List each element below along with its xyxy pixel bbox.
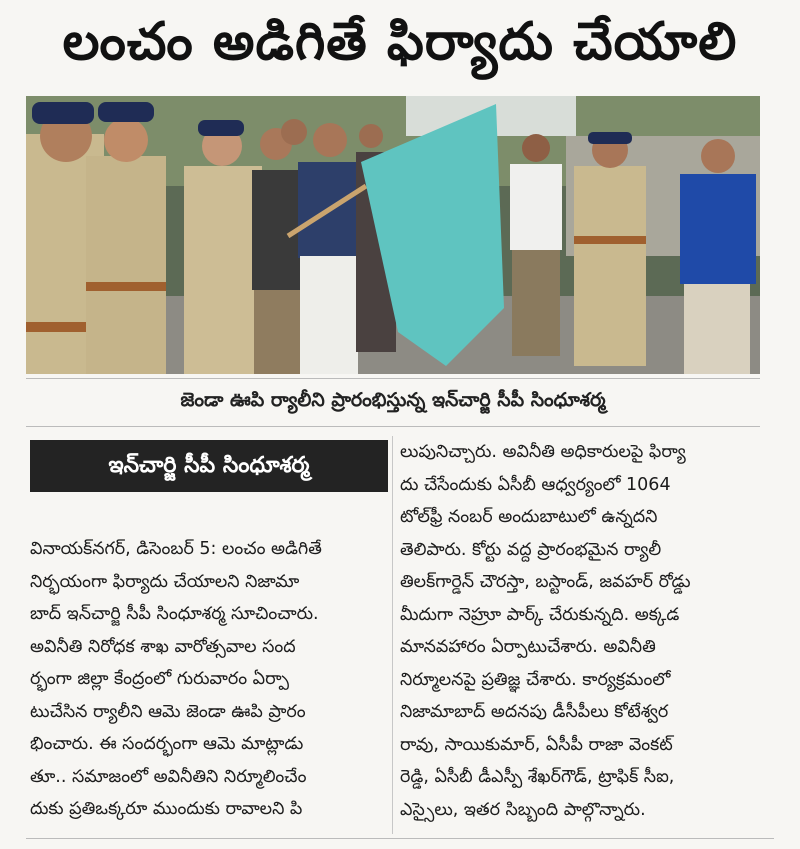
column-divider [392, 436, 393, 834]
article-line: రావు, సాయికుమార్, ఏసీపీ రాజా వెంకట్ [400, 734, 673, 755]
article-line: భించారు. ఈ సందర్భంగా ఆమె మాట్లాడు [30, 734, 304, 754]
article-line: టోల్‌ఫ్రీ నంబర్ అందుబాటులో ఉన్నదని [400, 507, 658, 527]
article-line: ఎస్సైలు, ఇతర సిబ్బంది పాల్గొన్నారు. [400, 799, 646, 820]
caption-rule-bottom [26, 426, 760, 427]
article-line: దుకు ప్రతిఒక్కరూ ముందుకు రావాలని పి [30, 799, 303, 819]
article-line: మీదుగా నెహ్రూ పార్క్ చేరుకున్నది. అక్కడ [400, 604, 680, 625]
article-line: వినాయక్‌నగర్, డిసెంబర్ 5: లంచం అడిగితే [30, 539, 322, 559]
article-left-column [30, 533, 390, 826]
article-line: నిజామాబాద్ అదనపు డీసీపీలు కోటేశ్వర [400, 702, 669, 722]
article-line: తిలక్‌గార్డెన్ చౌరస్తా, బస్టాండ్, జవహర్ రోడ్డు [400, 572, 691, 592]
subheading-box: ఇన్‌చార్జి సీపీ సింధూశర్మ [30, 440, 388, 492]
article-line: రెడ్డి, ఏసీబీ డీఎస్పీ శేఖర్‌గౌడ్, ట్రాఫిక్ సీఐ, [400, 767, 675, 787]
article-line: తూ.. సమాజంలో అవినీతిని నిర్మూలించేం [30, 766, 307, 787]
article-line: తెలిపారు. కోర్టు వద్ద ప్రారంభమైన ర్యాలీ [400, 539, 662, 560]
article-line: మానవహారం ఏర్పాటుచేశారు. అవినీతి [400, 637, 656, 657]
article-line: లుపునిచ్చారు. అవినీతి అధికారులపై ఫిర్యా [400, 442, 686, 462]
article-line: నిర్భయంగా ఫిర్యాదు చేయాలని నిజామా [30, 571, 300, 592]
article-line: నిర్మూలనపై ప్రతిజ్ఞ చేశారు. కార్యక్రమంలో [400, 669, 671, 690]
article-line: బాద్ ఇన్‌చార్జి సీపీ సింధూశర్మ సూచించారు. [30, 604, 319, 624]
bottom-rule [26, 838, 774, 839]
article-line: టుచేసిన ర్యాలీని ఆమె జెండా ఊపి ప్రారం [30, 701, 306, 722]
article-right-column [400, 436, 772, 826]
article-line: ర్భంగా జిల్లా కేంద్రంలో గురువారం ఏర్పా [30, 669, 289, 689]
headline: లంచం అడిగితే ఫిర్యాదు చేయాలి [62, 12, 738, 72]
news-photo [26, 96, 760, 374]
photo-caption: జెండా ఊపి ర్యాలీని ప్రారంభిస్తున్న ఇన్‌చార్జి సీపీ సింధూశర్మ [180, 389, 606, 411]
article-line: అవినీతి నిరోధక శాఖ వారోత్సవాల సంద [30, 636, 296, 657]
article-line: దు చేసేందుకు ఏసీబీ ఆధ్వర్యంలో 1064 [400, 474, 671, 495]
